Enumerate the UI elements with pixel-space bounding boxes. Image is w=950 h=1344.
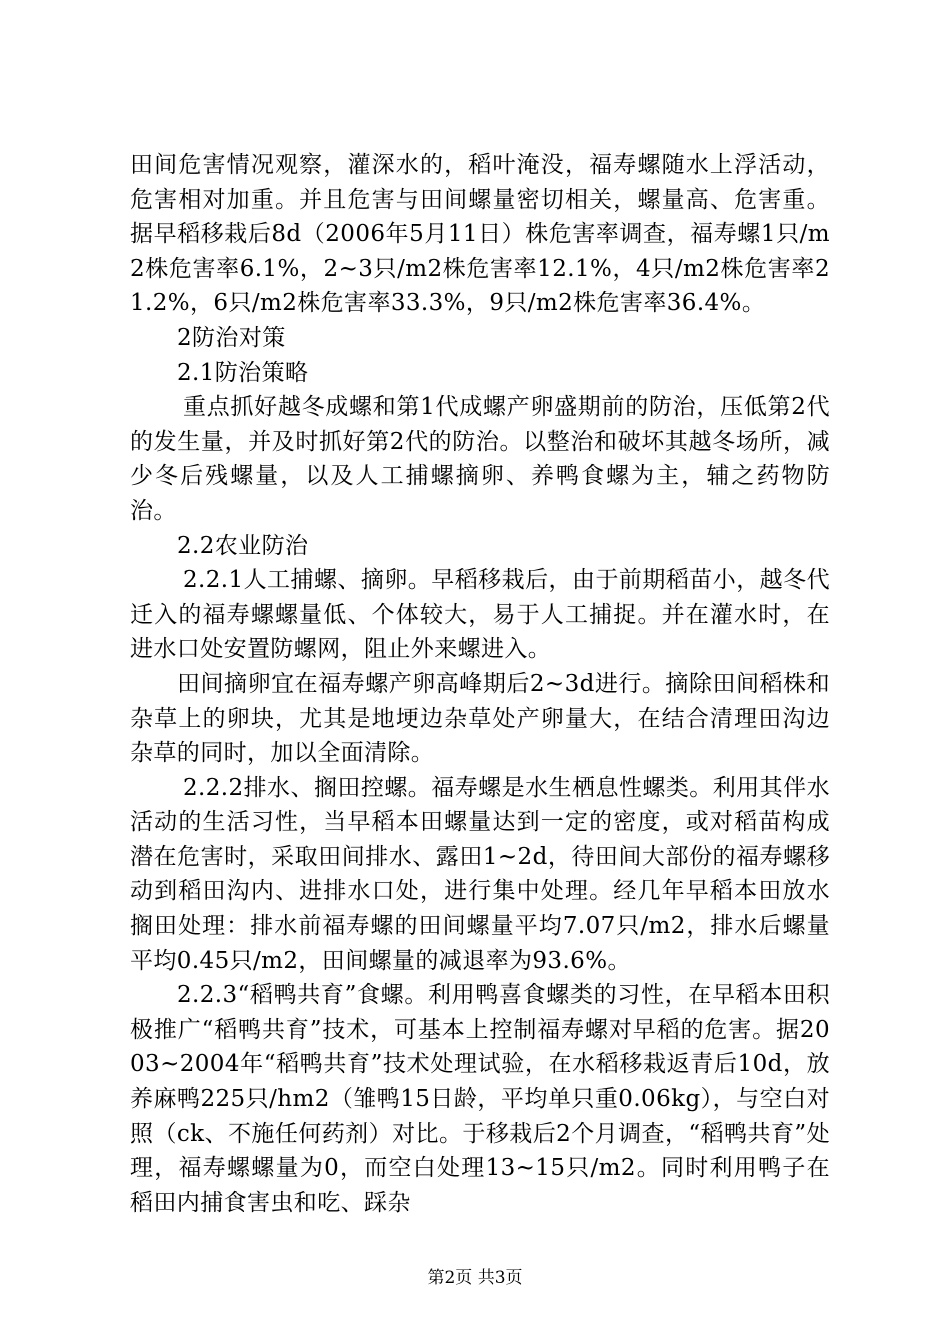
document-body — [130, 148, 830, 1220]
paragraph-rice-duck-farming: 2.2.3“稻鸭共育”食螺。利用鸭喜食螺类的习性，在早稻本田积极推广“稻鸭共育”技术，可基本上控制福寿螺对早稻的危害。据2003~2004年“稻鸭共育”技术处理试验，在水稻移栽返青后10d，放养麻鸭225只/hm2（雏鸭15日龄，平均单只重0.06kg），与空白对照（ck、不施任何药剂）对比。于移栽后2个月调查，“稻鸭共育”处理，福寿螺螺量为0，而空白处理13~15只/m2。同时利用鸭子在稻田内捕食害虫和吃、踩杂 — [130, 982, 830, 1216]
page-number-footer: 第2页 共3页 — [427, 1268, 523, 1288]
heading-agricultural-control: 2.2农业防治 — [177, 532, 309, 559]
paragraph-drainage-control: 2.2.2排水、搁田控螺。福寿螺是水生栖息性螺类。利用其伴水活动的生活习性，当早稻本田螺量达到一定的密度，或对稻苗构成潜在危害时，采取田间排水、露田1~2d，待田间大部份的福寿螺移动到稻田沟内、进排水口处，进行集中处理。经几年早稻本田放水搁田处理：排水前福寿螺的田间螺量平均7.07只/m2，排水后螺量平均0.45只/m2，田间螺量的减退率为93.6%。 — [130, 774, 830, 974]
heading-control-strategy: 2.1防治策略 — [177, 359, 309, 386]
paragraph-manual-collection: 2.2.1人工捕螺、摘卵。早稻移栽后，由于前期稻苗小，越冬代迁入的福寿螺螺量低、个体较大，易于人工捕捉。并在灌水时，在进水口处安置防螺网，阻止外来螺进入。 — [130, 567, 830, 663]
paragraph-egg-removal: 田间摘卵宜在福寿螺产卵高峰期后2~3d进行。摘除田间稻株和杂草上的卵块，尤其是地埂边杂草处产卵量大，在结合清理田沟边杂草的同时，加以全面清除。 — [130, 670, 830, 767]
heading-control-measures: 2防治对策 — [177, 324, 286, 351]
paragraph-control-strategy: 重点抓好越冬成螺和第1代成螺产卵盛期前的防治，压低第2代的发生量，并及时抓好第2代的防治。以整治和破坏其越冬场所，减少冬后残螺量，以及人工捕螺摘卵、养鸭食螺为主，辅之药物防治。 — [130, 394, 830, 524]
paragraph-damage-observation: 田间危害情况观察，灌深水的，稻叶淹没，福寿螺随水上浮活动，危害相对加重。并且危害与田间螺量密切相关，螺量高、危害重。据早稻移栽后8d（2006年5月11日）株危害率调查，福寿螺1只/m2株危害率6.1%，2~3只/m2株危害率12.1%，4只/m2株危害率21.2%，6只/m2株危害率33.3%，9只/m2株危害率36.4%。 — [130, 152, 830, 317]
